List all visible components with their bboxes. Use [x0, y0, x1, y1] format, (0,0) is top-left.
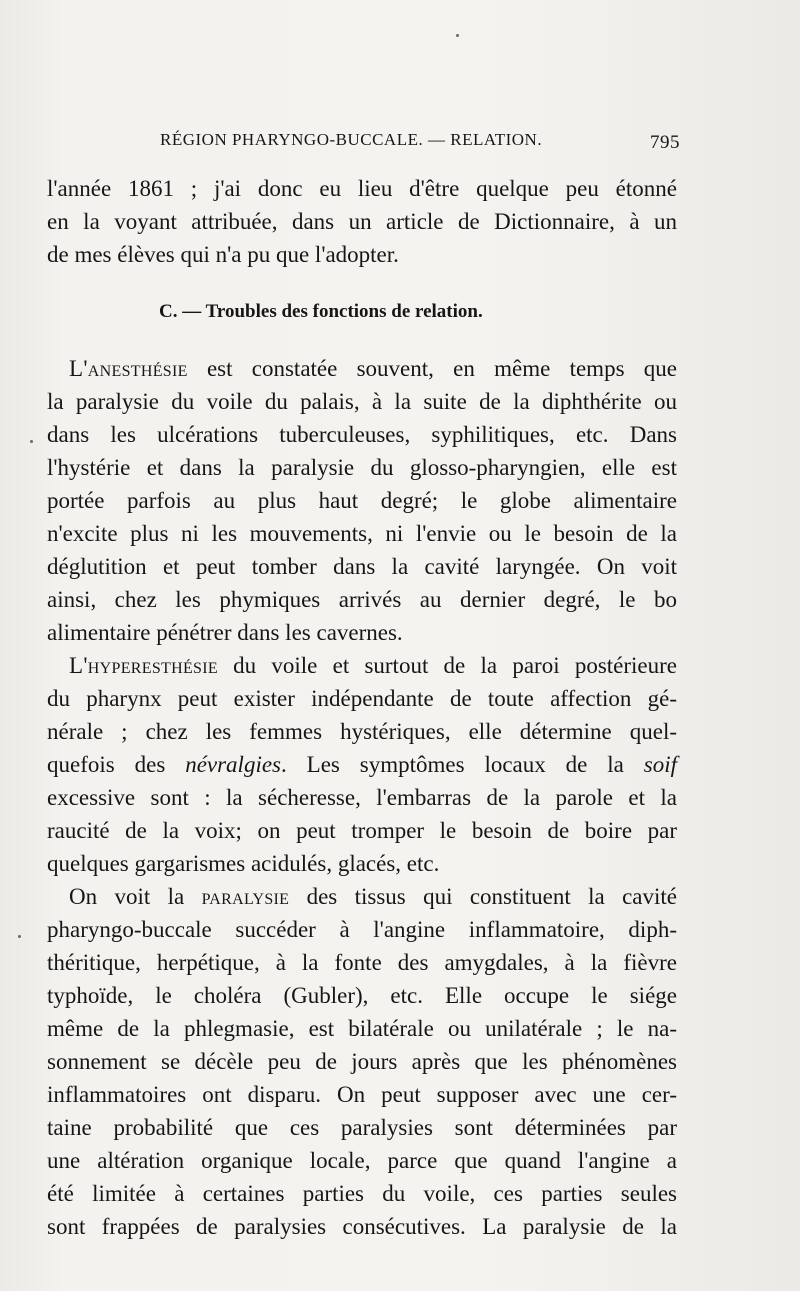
text-line: alimentaire pénétrer dans les cavernes. — [47, 620, 403, 645]
paragraph-hyperesthesie-first-line: L'hyperesthésie du voile et surtout de la paroi postérieure — [69, 653, 677, 678]
text-line: en la voyant attribuée, dans un article de Dictionnaire, à un — [47, 209, 677, 234]
text-line: été limitée à certaines parties du voile, ces parties seules — [47, 1181, 677, 1206]
text-line: typhoïde, le choléra (Gubler), etc. Elle occupe le siége — [47, 983, 677, 1008]
text-line: quelques gargarismes acidulés, glacés, etc. — [47, 851, 440, 876]
text-line: sonnement se décèle peu de jours après que les phénomènes — [47, 1049, 677, 1074]
text-line: quefois des névralgies. Les symptômes locaux de la soif — [47, 752, 678, 777]
term-anesthesie: L'anesthésie — [69, 356, 188, 381]
text-line: l'année 1861 ; j'ai donc eu lieu d'être quelque peu étonné — [47, 176, 677, 201]
text-line: la paralysie du voile du palais, à la suite de la diphthérite ou — [47, 389, 677, 414]
text-line: l'hystérie et dans la paralysie du glosso-pharyngien, elle est — [47, 455, 677, 480]
print-speck — [30, 440, 33, 443]
term-soif: soif — [643, 752, 678, 777]
text-line: dans les ulcérations tuberculeuses, syphilitiques, etc. Dans — [47, 422, 677, 447]
text-line: inflammatoires ont disparu. On peut supposer avec une cer- — [47, 1082, 677, 1107]
paragraph-paralysie-first-line: On voit la paralysie des tissus qui constituent la cavité — [69, 884, 677, 909]
text-line: n'excite plus ni les mouvements, ni l'envie ou le besoin de la — [47, 521, 677, 546]
running-head — [160, 130, 680, 156]
text-line: portée parfois au plus haut degré; le globe alimentaire — [47, 488, 677, 513]
text-line: de mes élèves qui n'a pu que l'adopter. — [47, 242, 399, 267]
text-line: ainsi, chez les phymiques arrivés au dernier degré, le bo — [47, 587, 677, 612]
text-line: sont frappées de paralysies consécutives. La paralysie de la — [47, 1214, 677, 1239]
print-speck — [456, 34, 459, 37]
body-text — [47, 172, 677, 1243]
text-line: du pharynx peut exister indépendante de toute affection gé- — [47, 686, 677, 711]
text-line: taine probabilité que ces paralysies sont déterminées par — [47, 1115, 677, 1140]
running-title: RÉGION PHARYNGO-BUCCALE. — RELATION. — [160, 130, 543, 149]
paragraph-anesthesie-first-line: L'anesthésie est constatée souvent, en même temps que — [69, 356, 677, 381]
page-number: 795 — [650, 132, 680, 153]
text-line: raucité de la voix; on peut tromper le besoin de boire par — [47, 818, 677, 843]
term-hyperesthesie: L'hyperesthésie — [69, 653, 218, 678]
section-heading: C. — Troubles des fonctions de relation. — [159, 301, 483, 322]
text-line: nérale ; chez les femmes hystériques, elle détermine quel- — [47, 719, 677, 744]
print-speck — [18, 935, 21, 938]
text-line: même de la phlegmasie, est bilatérale ou unilatérale ; le na- — [47, 1016, 677, 1041]
text-line: excessive sont : la sécheresse, l'embarras de la parole et la — [47, 785, 677, 810]
term-paralysie: paralysie — [201, 884, 290, 909]
text-line: pharyngo-buccale succéder à l'angine inflammatoire, diph- — [47, 917, 677, 942]
text-line: déglutition et peut tomber dans la cavité laryngée. On voit — [47, 554, 677, 579]
term-nevralgies: névralgies — [185, 752, 281, 777]
text-line: une altération organique locale, parce que quand l'angine a — [47, 1148, 677, 1173]
text-line: théritique, herpétique, à la fonte des amygdales, à la fièvre — [47, 950, 677, 975]
